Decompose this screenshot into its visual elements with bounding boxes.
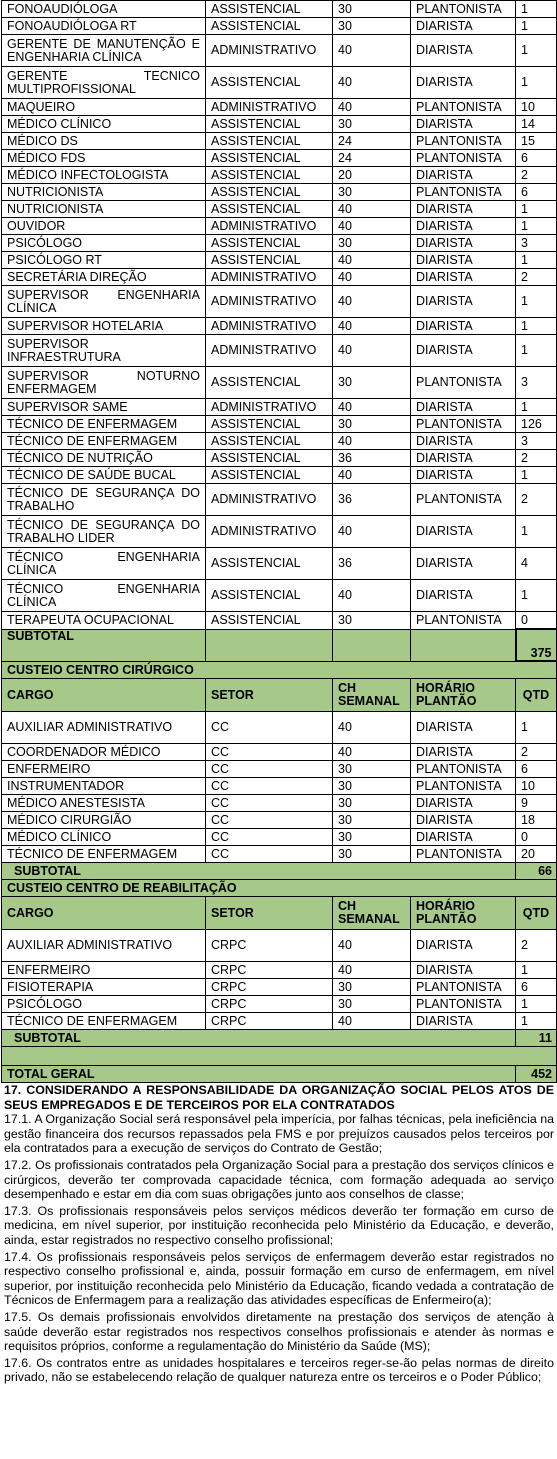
table-row (2, 399, 557, 416)
table-row (2, 167, 557, 184)
qtd-cell: 1 (516, 318, 557, 335)
qtd-cell: 1 (516, 996, 557, 1013)
ch-cell: 40 (333, 467, 411, 484)
qtd-cell: 1 (516, 399, 557, 416)
ch-cell: 30 (333, 795, 411, 812)
table-row (2, 484, 557, 516)
qtd-cell: 10 (516, 778, 557, 795)
setor-cell: CRPC (206, 1013, 333, 1030)
qtd-cell: 2 (516, 269, 557, 286)
setor-cell: ASSISTENCIAL (206, 235, 333, 252)
cargo-cell: TÉCNICO DE NUTRIÇÃO (2, 450, 206, 467)
ch-cell: 30 (333, 116, 411, 133)
cargo-cell: TÉCNICO DE ENFERMAGEM (2, 846, 206, 863)
table-row (2, 812, 557, 829)
table-row (2, 1, 557, 18)
table-row (2, 930, 557, 962)
qtd-cell: 6 (516, 150, 557, 167)
horario-cell: PLANTONISTA (411, 150, 516, 167)
ch-cell: 40 (333, 580, 411, 612)
horario-cell: PLANTONISTA (411, 612, 516, 630)
ch-cell: 30 (333, 778, 411, 795)
qtd-cell: 2 (516, 450, 557, 467)
cargo-cell: MÉDICO DS (2, 133, 206, 150)
header-row (2, 897, 557, 930)
ch-cell: 24 (333, 133, 411, 150)
cargo-cell: MÉDICO CLÍNICO (2, 116, 206, 133)
qtd-cell: 1 (516, 18, 557, 35)
cargo-cell: SUPERVISOR INFRAESTRUTURA (2, 335, 206, 367)
cargo-cell: AUXILIAR ADMINISTRATIVO (2, 930, 206, 962)
horario-cell: DIARISTA (411, 116, 516, 133)
horario-cell: DIARISTA (411, 201, 516, 218)
table-row (2, 286, 557, 318)
subtotal-label: SUBTOTAL (2, 1030, 516, 1047)
horario-cell: PLANTONISTA (411, 484, 516, 516)
qtd-cell: 20 (516, 846, 557, 863)
setor-cell: CC (206, 744, 333, 761)
cargo-cell: NUTRICIONISTA (2, 201, 206, 218)
subtotal-row (2, 1030, 557, 1047)
header-ch: CH SEMANAL (333, 679, 411, 712)
horario-cell: DIARISTA (411, 516, 516, 548)
subtotal-row (2, 629, 557, 661)
cargo-cell: TÉCNICO DE SEGURANÇA DO TRABALHO (2, 484, 206, 516)
cargo-cell: OUVIDOR (2, 218, 206, 235)
qtd-cell: 1 (516, 516, 557, 548)
ch-cell: 40 (333, 318, 411, 335)
ch-cell: 30 (333, 812, 411, 829)
table-row (2, 201, 557, 218)
horario-cell: PLANTONISTA (411, 367, 516, 399)
ch-cell: 40 (333, 744, 411, 761)
cargo-cell: TÉCNICO DE ENFERMAGEM (2, 1013, 206, 1030)
ch-cell: 40 (333, 399, 411, 416)
setor-cell: CC (206, 795, 333, 812)
horario-cell: PLANTONISTA (411, 184, 516, 201)
horario-cell: DIARISTA (411, 252, 516, 269)
cargo-cell: TÉCNICO DE ENFERMAGEM (2, 416, 206, 433)
setor-cell: CRPC (206, 996, 333, 1013)
setor-cell: CC (206, 761, 333, 778)
horario-cell: DIARISTA (411, 712, 516, 744)
cargo-cell: AUXILIAR ADMINISTRATIVO (2, 712, 206, 744)
table-row (2, 761, 557, 778)
cargo-cell: SUPERVISOR NOTURNO ENFERMAGEM (2, 367, 206, 399)
cargo-cell: ENFERMEIRO (2, 761, 206, 778)
setor-cell: ASSISTENCIAL (206, 548, 333, 580)
horario-cell: PLANTONISTA (411, 778, 516, 795)
ch-cell: 40 (333, 335, 411, 367)
setor-cell: ADMINISTRATIVO (206, 286, 333, 318)
ch-cell: 36 (333, 548, 411, 580)
cargo-cell: TÉCNICO DE ENFERMAGEM (2, 433, 206, 450)
table-row (2, 433, 557, 450)
subtotal-label: SUBTOTAL (2, 863, 516, 880)
staff-table (1, 0, 557, 1083)
ch-cell: 40 (333, 1013, 411, 1030)
setor-cell: ASSISTENCIAL (206, 184, 333, 201)
qtd-cell: 2 (516, 167, 557, 184)
paragraph-17-5: 17.5. Os demais profissionais envolvidos diretamente na prestação dos serviços de atenção à saúde deverão estar registrados nos respectivos conselhos profissionais e atender às normas e requisitos próprios, conforme a regulamentação do Ministério da Saúde (MS); (4, 1309, 554, 1354)
qtd-cell: 1 (516, 252, 557, 269)
setor-cell: ASSISTENCIAL (206, 252, 333, 269)
setor-cell: CC (206, 846, 333, 863)
setor-cell: ASSISTENCIAL (206, 580, 333, 612)
ch-cell: 30 (333, 18, 411, 35)
qtd-cell: 6 (516, 761, 557, 778)
horario-cell: DIARISTA (411, 318, 516, 335)
qtd-cell: 0 (516, 829, 557, 846)
horario-cell: DIARISTA (411, 829, 516, 846)
qtd-cell: 4 (516, 548, 557, 580)
horario-cell: DIARISTA (411, 580, 516, 612)
horario-cell: PLANTONISTA (411, 1, 516, 18)
table-row (2, 778, 557, 795)
cargo-cell: MÉDICO CIRURGIÃO (2, 812, 206, 829)
header-cargo: CARGO (2, 897, 206, 930)
section-heading: 17. CONSIDERANDO A RESPONSABILIDADE DA ORGANIZAÇÃO SOCIAL PELOS ATOS DE SEUS EMPREGADOS E DE TERCEIROS POR ELA CONTRATADOS (4, 1083, 554, 1112)
table-row (2, 1013, 557, 1030)
qtd-cell: 1 (516, 218, 557, 235)
qtd-cell: 3 (516, 367, 557, 399)
ch-cell: 40 (333, 712, 411, 744)
cargo-cell: PSICÓLOGO (2, 996, 206, 1013)
table-row (2, 133, 557, 150)
setor-cell: ASSISTENCIAL (206, 133, 333, 150)
horario-cell: DIARISTA (411, 18, 516, 35)
qtd-cell: 2 (516, 930, 557, 962)
table-row (2, 335, 557, 367)
cargo-cell: NUTRICIONISTA (2, 184, 206, 201)
ch-cell: 40 (333, 962, 411, 979)
table-row (2, 795, 557, 812)
horario-cell: DIARISTA (411, 450, 516, 467)
ch-cell: 40 (333, 35, 411, 67)
qtd-cell: 1 (516, 467, 557, 484)
cargo-cell: TERAPEUTA OCUPACIONAL (2, 612, 206, 630)
horario-cell: PLANTONISTA (411, 761, 516, 778)
table-row (2, 548, 557, 580)
qtd-cell: 1 (516, 286, 557, 318)
setor-cell: ASSISTENCIAL (206, 201, 333, 218)
section-title: CUSTEIO CENTRO CIRÚRGICO (2, 661, 557, 679)
subtotal-row (2, 863, 557, 880)
subtotal-value: 11 (516, 1030, 557, 1047)
ch-cell: 30 (333, 367, 411, 399)
ch-cell: 40 (333, 67, 411, 99)
cargo-cell: FONOAUDIÓLOGA RT (2, 18, 206, 35)
table-row (2, 829, 557, 846)
table-row (2, 184, 557, 201)
cargo-cell: TÉCNICO ENGENHARIA CLÍNICA (2, 548, 206, 580)
setor-cell: ASSISTENCIAL (206, 18, 333, 35)
qtd-cell: 2 (516, 744, 557, 761)
header-qtd: QTD (516, 679, 557, 712)
cargo-cell: FISIOTERAPIA (2, 979, 206, 996)
table-row (2, 467, 557, 484)
cargo-cell: MÉDICO INFECTOLOGISTA (2, 167, 206, 184)
setor-cell: ASSISTENCIAL (206, 416, 333, 433)
header-horario: HORÁRIO PLANTÃO (411, 897, 516, 930)
setor-cell: ADMINISTRATIVO (206, 269, 333, 286)
cargo-cell: SUPERVISOR ENGENHARIA CLÍNICA (2, 286, 206, 318)
horario-cell: DIARISTA (411, 962, 516, 979)
ch-cell: 40 (333, 252, 411, 269)
setor-cell: CRPC (206, 930, 333, 962)
qtd-cell: 14 (516, 116, 557, 133)
cargo-cell: SECRETÁRIA DIREÇÃO (2, 269, 206, 286)
qtd-cell: 1 (516, 580, 557, 612)
horario-cell: DIARISTA (411, 335, 516, 367)
spacer-row (2, 1047, 557, 1066)
qtd-cell: 3 (516, 433, 557, 450)
setor-cell: CRPC (206, 962, 333, 979)
horario-cell: PLANTONISTA (411, 979, 516, 996)
table-row (2, 712, 557, 744)
table-row (2, 116, 557, 133)
table-row (2, 269, 557, 286)
setor-cell: ASSISTENCIAL (206, 116, 333, 133)
ch-cell: 40 (333, 201, 411, 218)
table-row (2, 18, 557, 35)
cargo-cell: FONOAUDIÓLOGA (2, 1, 206, 18)
setor-cell: ASSISTENCIAL (206, 367, 333, 399)
qtd-cell: 1 (516, 1, 557, 18)
qtd-cell: 1 (516, 1013, 557, 1030)
paragraph-17-6: 17.6. Os contratos entre as unidades hospitalares e terceiros reger-se-ão pelas normas de direito privado, não se estabelecendo relação de qualquer natureza entre os terceiros e o Poder Público; (4, 1355, 554, 1385)
table-row (2, 996, 557, 1013)
ch-cell: 30 (333, 184, 411, 201)
setor-cell: ASSISTENCIAL (206, 150, 333, 167)
qtd-cell: 0 (516, 612, 557, 630)
qtd-cell: 10 (516, 99, 557, 116)
ch-cell: 40 (333, 286, 411, 318)
table-row (2, 99, 557, 116)
header-row (2, 679, 557, 712)
ch-cell: 30 (333, 846, 411, 863)
horario-cell: DIARISTA (411, 433, 516, 450)
table-row (2, 979, 557, 996)
ch-cell: 24 (333, 150, 411, 167)
table-row (2, 318, 557, 335)
paragraph-17-4: 17.4. Os profissionais responsáveis pelos serviços de enfermagem deverão estar registrados no respectivo conselho profissional e, ainda, possuir formação em curso de enfermagem, em nível superior, por instituição reconhecida pelo Ministério da Educação, ficando vedada a contratação de Técnicos de Enfermagem para a realização das atividades específicas de Enfermeiro(a); (4, 1249, 554, 1308)
horario-cell: DIARISTA (411, 35, 516, 67)
qtd-cell: 15 (516, 133, 557, 150)
qtd-cell: 2 (516, 484, 557, 516)
cargo-cell: TÉCNICO DE SEGURANÇA DO TRABALHO LIDER (2, 516, 206, 548)
qtd-cell: 6 (516, 979, 557, 996)
ch-cell: 30 (333, 612, 411, 630)
ch-cell: 30 (333, 996, 411, 1013)
horario-cell: PLANTONISTA (411, 133, 516, 150)
cargo-cell: MÉDICO ANESTESISTA (2, 795, 206, 812)
horario-cell: DIARISTA (411, 930, 516, 962)
table-row (2, 235, 557, 252)
horario-cell: PLANTONISTA (411, 996, 516, 1013)
table-row (2, 218, 557, 235)
header-cargo: CARGO (2, 679, 206, 712)
table-row (2, 580, 557, 612)
table-row (2, 450, 557, 467)
ch-cell: 20 (333, 167, 411, 184)
document-body (0, 1083, 557, 1385)
horario-cell: DIARISTA (411, 812, 516, 829)
section-title: CUSTEIO CENTRO DE REABILITAÇÃO (2, 880, 557, 897)
horario-cell: DIARISTA (411, 1013, 516, 1030)
setor-cell: ADMINISTRATIVO (206, 99, 333, 116)
horario-cell: DIARISTA (411, 286, 516, 318)
qtd-cell: 1 (516, 201, 557, 218)
setor-cell: ASSISTENCIAL (206, 612, 333, 630)
ch-cell: 40 (333, 99, 411, 116)
table-row (2, 67, 557, 99)
ch-cell: 40 (333, 269, 411, 286)
horario-cell: DIARISTA (411, 269, 516, 286)
qtd-cell: 1 (516, 712, 557, 744)
setor-cell: ADMINISTRATIVO (206, 399, 333, 416)
setor-cell: ADMINISTRATIVO (206, 318, 333, 335)
paragraph-17-1: 17.1. A Organização Social será responsável pela imperícia, por falhas técnicas, pela ineficiência na gestão financeira dos recursos repassados pela FMS e por prejuízos causados pelos terceiros por ela contratados para a execução de serviços do Contrato de Gestão; (4, 1112, 554, 1156)
horario-cell: DIARISTA (411, 467, 516, 484)
cargo-cell: TÉCNICO DE SAÚDE BUCAL (2, 467, 206, 484)
ch-cell: 30 (333, 1, 411, 18)
qtd-cell: 1 (516, 962, 557, 979)
qtd-cell: 18 (516, 812, 557, 829)
total-row (2, 1066, 557, 1083)
total-label: TOTAL GERAL (2, 1066, 516, 1083)
qtd-cell: 6 (516, 184, 557, 201)
cargo-cell: TÉCNICO ENGENHARIA CLÍNICA (2, 580, 206, 612)
setor-cell: ASSISTENCIAL (206, 450, 333, 467)
cargo-cell: MAQUEIRO (2, 99, 206, 116)
ch-cell: 40 (333, 218, 411, 235)
cargo-cell: INSTRUMENTADOR (2, 778, 206, 795)
cargo-cell: GERENTE TECNICO MULTIPROFISSIONAL (2, 67, 206, 99)
setor-cell: ASSISTENCIAL (206, 1, 333, 18)
header-horario: HORÁRIO PLANTÃO (411, 679, 516, 712)
table-row (2, 150, 557, 167)
setor-cell: ASSISTENCIAL (206, 167, 333, 184)
setor-cell: ADMINISTRATIVO (206, 484, 333, 516)
empty-cell (333, 629, 411, 661)
setor-cell: CC (206, 829, 333, 846)
setor-cell: ADMINISTRATIVO (206, 35, 333, 67)
qtd-cell: 1 (516, 35, 557, 67)
table-row (2, 416, 557, 433)
horario-cell: DIARISTA (411, 744, 516, 761)
cargo-cell: MÉDICO CLÍNICO (2, 829, 206, 846)
table-row (2, 962, 557, 979)
table-row (2, 252, 557, 269)
horario-cell: DIARISTA (411, 399, 516, 416)
ch-cell: 40 (333, 930, 411, 962)
ch-cell: 40 (333, 433, 411, 450)
setor-cell: CC (206, 712, 333, 744)
horario-cell: DIARISTA (411, 67, 516, 99)
table-row (2, 744, 557, 761)
ch-cell: 30 (333, 416, 411, 433)
horario-cell: DIARISTA (411, 235, 516, 252)
ch-cell: 40 (333, 516, 411, 548)
ch-cell: 36 (333, 484, 411, 516)
cargo-cell: ENFERMEIRO (2, 962, 206, 979)
total-value: 452 (516, 1066, 557, 1083)
horario-cell: DIARISTA (411, 167, 516, 184)
setor-cell: ASSISTENCIAL (206, 67, 333, 99)
ch-cell: 30 (333, 829, 411, 846)
cargo-cell: SUPERVISOR HOTELARIA (2, 318, 206, 335)
qtd-cell: 1 (516, 67, 557, 99)
cargo-cell: SUPERVISOR SAME (2, 399, 206, 416)
subtotal-value: 66 (516, 863, 557, 880)
table-row (2, 516, 557, 548)
setor-cell: CRPC (206, 979, 333, 996)
setor-cell: CC (206, 778, 333, 795)
cargo-cell: PSICÓLOGO RT (2, 252, 206, 269)
table-row (2, 846, 557, 863)
header-setor: SETOR (206, 897, 333, 930)
table-row (2, 612, 557, 630)
setor-cell: ADMINISTRATIVO (206, 516, 333, 548)
qtd-cell: 9 (516, 795, 557, 812)
paragraph-17-3: 17.3. Os profissionais responsáveis pelos serviços médicos deverão ter formação em curso de medicina, em nível superior, por instituição reconhecida pelo Ministério da Educação, e deverão, ainda, estar registrados no respectivo conselho profissional; (4, 1203, 554, 1247)
horario-cell: PLANTONISTA (411, 416, 516, 433)
empty-cell (2, 1047, 557, 1066)
ch-cell: 30 (333, 979, 411, 996)
horario-cell: PLANTONISTA (411, 846, 516, 863)
horario-cell: DIARISTA (411, 548, 516, 580)
horario-cell: DIARISTA (411, 218, 516, 235)
header-setor: SETOR (206, 679, 333, 712)
qtd-cell: 3 (516, 235, 557, 252)
cargo-cell: PSICÓLOGO (2, 235, 206, 252)
paragraph-17-2: 17.2. Os profissionais contratados pela Organização Social para a prestação dos serviços clínicos e cirúrgicos, deverão ter comprovada capacidade técnica, com formação adequada ao serviço desempenhado e estar em dia com suas obrigações junto aos conselhos de classe; (4, 1157, 554, 1202)
cargo-cell: GERENTE DE MANUTENÇÃO E ENGENHARIA CLÍNICA (2, 35, 206, 67)
empty-cell (411, 629, 516, 661)
subtotal-value: 375 (516, 629, 557, 661)
section-title-row (2, 661, 557, 679)
section-title-row (2, 880, 557, 897)
setor-cell: CC (206, 812, 333, 829)
horario-cell: PLANTONISTA (411, 99, 516, 116)
cargo-cell: COORDENADOR MÉDICO (2, 744, 206, 761)
cargo-cell: MÉDICO FDS (2, 150, 206, 167)
empty-cell (206, 629, 333, 661)
setor-cell: ASSISTENCIAL (206, 433, 333, 450)
table-row (2, 35, 557, 67)
qtd-cell: 1 (516, 335, 557, 367)
horario-cell: DIARISTA (411, 795, 516, 812)
table-row (2, 367, 557, 399)
subtotal-label: SUBTOTAL (2, 629, 206, 661)
setor-cell: ADMINISTRATIVO (206, 335, 333, 367)
qtd-cell: 126 (516, 416, 557, 433)
ch-cell: 30 (333, 761, 411, 778)
setor-cell: ADMINISTRATIVO (206, 218, 333, 235)
header-ch: CH SEMANAL (333, 897, 411, 930)
header-qtd: QTD (516, 897, 557, 930)
setor-cell: ASSISTENCIAL (206, 467, 333, 484)
ch-cell: 30 (333, 235, 411, 252)
ch-cell: 36 (333, 450, 411, 467)
